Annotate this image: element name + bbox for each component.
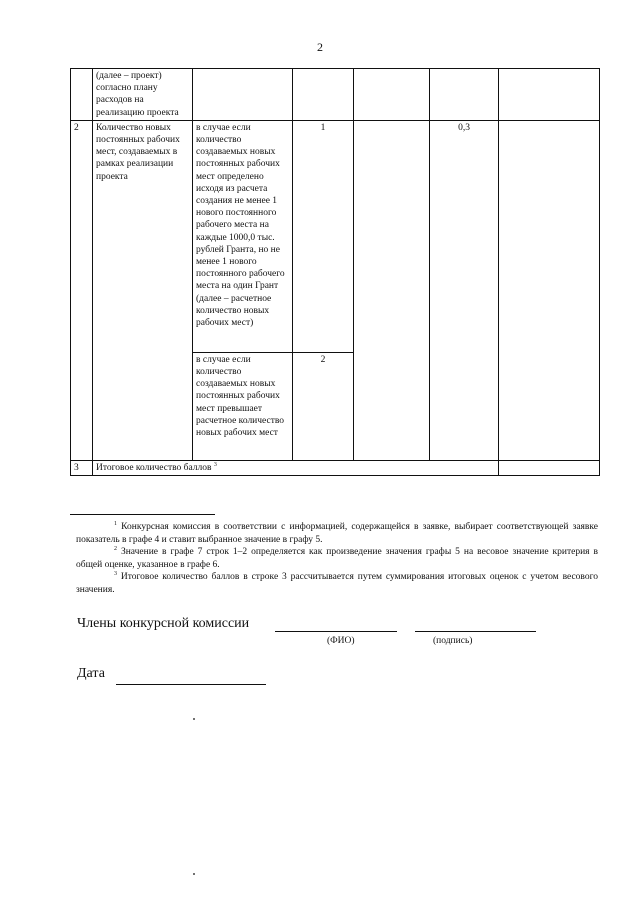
total-label-text: Итоговое количество баллов <box>96 462 212 473</box>
scan-speck <box>193 718 195 720</box>
fio-caption: (ФИО) <box>327 636 355 646</box>
cell-empty <box>430 69 499 121</box>
footnotes <box>76 521 598 596</box>
footnote <box>76 546 598 571</box>
cell-empty <box>193 69 293 121</box>
cell-total-score <box>499 120 600 460</box>
footnote-mark: 1 <box>114 520 117 527</box>
footnote <box>76 521 598 546</box>
footnote-text: Итоговое количество баллов в строке 3 рассчитывается путем суммирования итоговых оценок с учетом весового значения. <box>76 572 598 595</box>
cell-points-1: 1 <box>293 120 354 352</box>
cell-total-label <box>93 460 499 475</box>
cell-condition-1: в случае если количество создаваемых новых постоянных рабочих мест определено исходя из расчета создания не менее 1 нового постоянного рабочего места на каждые 1000,0 тыс. рублей Гранта, но не менее 1 нового постоянного рабочего места на один Грант (далее – расчетное количество новых рабочих мест) <box>193 120 293 352</box>
cell-criterion-name: Количество новых постоянных рабочих мест, создаваемых в рамках реализации проекта <box>93 120 193 460</box>
table-row-total <box>71 460 600 475</box>
footnote-text: Конкурсная комиссия в соответствии с информацией, содержащейся в заявке, выбирает соответствующей заявке показатель в графе 4 и ставит выбранное значение в графу 5. <box>76 522 599 545</box>
footnote-mark: 2 <box>114 545 117 552</box>
scan-speck <box>193 873 195 875</box>
members-label: Члены конкурсной комиссии <box>77 616 250 631</box>
footnote <box>76 571 598 596</box>
footnote-separator <box>70 514 215 515</box>
footnote-mark: 3 <box>213 461 217 468</box>
cell-empty <box>354 69 430 121</box>
date-label: Дата <box>77 666 105 681</box>
cell-row-number: 3 <box>71 460 93 475</box>
date-line <box>116 684 266 685</box>
page-number: 2 <box>317 40 323 54</box>
criteria-table <box>70 68 600 476</box>
cell-condition-2: в случае если количество создаваемых новых постоянных рабочих мест превышает расчетное количество новых рабочих мест <box>193 352 293 460</box>
cell-points-2: 2 <box>293 352 354 460</box>
cell-empty <box>499 69 600 121</box>
cell-empty <box>293 69 354 121</box>
table-row-criterion-2 <box>71 120 600 352</box>
cell-row-number: 2 <box>71 120 93 460</box>
cell-total-value <box>499 460 600 475</box>
footnote-mark: 3 <box>114 570 117 577</box>
cell-selected-value <box>354 120 430 460</box>
cell-weight: 0,3 <box>430 120 499 460</box>
table-row-continuation <box>71 69 600 121</box>
signature-caption: (подпись) <box>433 636 473 646</box>
cell-criterion-continuation: (далее – проект) согласно плану расходов на реализацию проекта <box>93 69 193 121</box>
cell-num-empty <box>71 69 93 121</box>
signature-line <box>415 631 536 632</box>
footnote-text: Значение в графе 7 строк 1–2 определяется как произведение значения графы 5 на весовое значение критерия в общей оценке, указанное в графе 6. <box>76 547 598 570</box>
fio-line <box>275 631 397 632</box>
